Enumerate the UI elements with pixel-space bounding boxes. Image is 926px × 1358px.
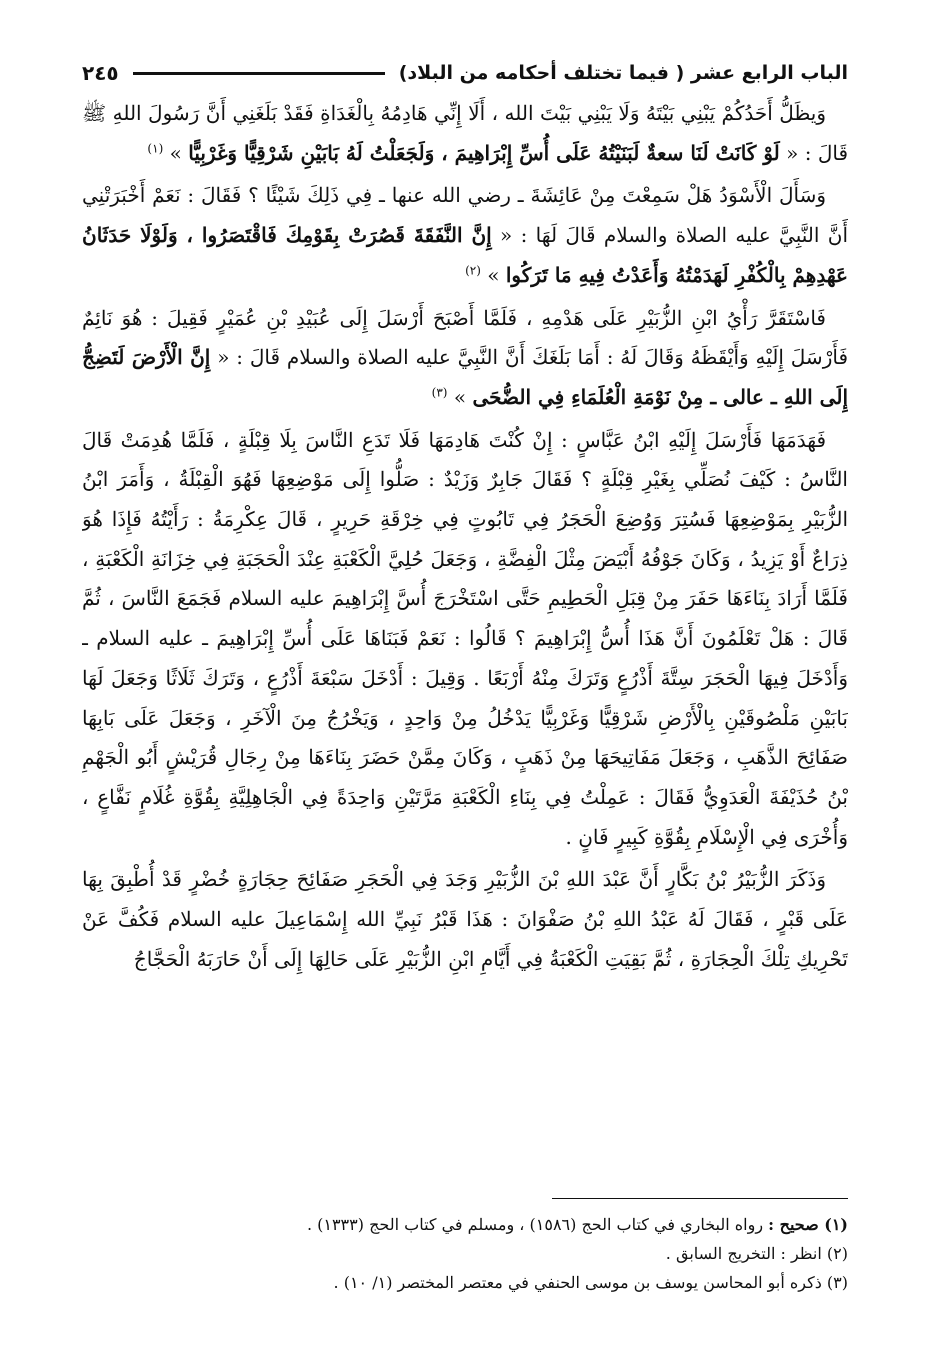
main-text: [82, 94, 848, 1184]
paragraph-1-text: وَيظَلُّ أَحَدُكُمْ يَبْنِي بَيْتَهُ وَلَا يَبْنِي بَيْتَ الله ، أَلَا إِنِّي هَادِمُهُ بِالْغَدَاةِ فَقَدْ بَلَغَنِي أَنَّ رَسُولَ اللهِ ﷺ قَالَ : «: [82, 101, 848, 165]
footnote-1-label: (١) صحيح :: [768, 1215, 848, 1234]
header-rule: [133, 72, 385, 75]
footnote-ref-2: (٢): [465, 263, 481, 278]
paragraph-4: فَهَدَمَهَا فَأَرْسَلَ إِلَيْهِ ابْنُ عَبَّاسٍ : إِنْ كُنْتَ هَادِمَهَا فَلَا تَدَعِ النَّاسَ بِلَا قِبْلَةٍ ، فَلَمَّا هُدِمَتْ قَالَ النَّاسُ : كَيْفَ نُصَلِّي بِغَيْرِ قِبْلَةٍ ؟ فَقَالَ جَابِرٌ وَزَيْدٌ : صَلُّوا إِلَى مَوْضِعِهَا فَهُوَ الْقِبْلَةُ ، وَأَمَرَ ابْنُ الزُّبَيْرِ بِمَوْضِعِهَا فَسُتِرَ وَوُضِعَ الْحَجَرُ فِي تَابُوتٍ فِي خِرْقَةِ حَرِيرٍ ، قَالَ عِكْرِمَةُ : رَأَيْتُهُ فَإِذَا هُوَ ذِرَاعٌ أَوْ يَزِيدُ ، وَكَانَ جَوْفُهُ أَبْيَضَ مِثْلَ الْفِضَّةِ ، وَجَعَلَ حُلِيَّ الْكَعْبَةِ عِنْدَ الْحَجَبَةِ فِي خِزَانَةِ الْكَعْبَةِ ، فَلَمَّا أَرَادَ بِنَاءَهَا حَفَرَ مِنْ قِبَلِ الْحَطِيمِ حَتَّى اسْتَخْرَجَ أُسَّ إِبْرَاهِيمَ عليه السلام فَجَمَعَ النَّاسَ ، ثُمَّ قَالَ : هَلْ تَعْلَمُونَ أَنَّ هَذَا أُسُّ إِبْرَاهِيمَ ؟ قَالُوا : نَعَمْ فَبَنَاهَا عَلَى أُسِّ إِبْرَاهِيمَ ـ عليه السلام ـ وَأَدْخَلَ فِيهَا الْحَجَرَ سِتَّةَ أَذْرُعٍ وَتَرَكَ مِنْهُ أَرْبَعًا . وَقِيلَ : أَدْخَلَ سَبْعَةَ أَذْرُعٍ ، وَتَرَكَ ثَلَاثًا وَجَعَلَ لَهَا بَابَيْنِ مَلْصُوقَيْنِ بِالْأَرْضِ شَرْقِيًّا وَغَرْبِيًّا يَدْخُلُ مِنْ وَاحِدٍ ، وَيَخْرُجُ مِنَ الْآخَرِ ، وَجَعَلَ عَلَى بَابِهَا صَفَائِحَ الذَّهَبِ ، وَجَعَلَ مَفَاتِيحَهَا مِنْ ذَهَبٍ ، وَكَانَ مِمَّنْ حَضَرَ بِنَاءَهَا مِنْ رِجَالِ قُرَيْشٍ أَبُو الْجَهْمِ بْنُ حُذَيْفَةَ الْعَدَوِيُّ فَقَالَ : عَمِلْتُ فِي بِنَاءِ الْكَعْبَةِ مَرَّتَيْنِ وَاحِدَةً فِي الْجَاهِلِيَّةِ بِقُوَّةِ غُلَامٍ نَفَّاعٍ ، وَأُخْرَى فِي الْإِسْلَامِ بِقُوَّةِ كَبِيرٍ فَانٍ .: [82, 427, 848, 849]
footnote-ref-1: (١): [147, 141, 164, 156]
paragraph-2-text: وَسَأَلَ الْأَسْوَدُ هَلْ سَمِعْتَ مِنْ عَائِشَةَ ـ رضي الله عنها ـ فِي ذَلِكَ شَيْئًا ؟ فَقَالَ : نَعَمْ أَخْبَرَتْنِي أَنَّ النَّبِيَّ عليه الصلاة والسلام قَالَ لَهَا : «: [82, 183, 848, 248]
footnotes: [82, 1210, 848, 1297]
footnote-2: (٢) انظر : التخريج السابق .: [665, 1244, 848, 1263]
footnote-3: (٣) ذكره أبو المحاسن يوسف بن موسى الحنفي في معتصر المختصر (١/ ١٠) .: [333, 1273, 848, 1292]
paragraph-3-text: فَاسْتَقَرَّ رَأْيُ ابْنِ الزُّبَيْرِ عَلَى هَدْمِهِ ، فَلَمَّا أَصْبَحَ أَرْسَلَ إِلَى عُبَيْدِ بْنِ عُمَيْرٍ فَقِيلَ : هُوَ نَائِمٌ فَأَرْسَلَ إِلَيْهِ وَأَيْقَظَهُ وَقَالَ لَهُ : أَمَا بَلَغَكَ أَنَّ النَّبِيَّ عليه الصلاة والسلام قَالَ : «: [82, 305, 848, 370]
quote-close-2: »: [487, 262, 500, 287]
footnote-1-text: رواه البخاري في كتاب الحج (١٥٨٦) ، ومسلم في كتاب الحج (١٣٣٣) .: [306, 1215, 764, 1234]
paragraph-5: وَذَكَرَ الزُّبَيْرُ بْنُ بَكَّارٍ أَنَّ عَبْدَ اللهِ بْنَ الزُّبَيْرِ وَجَدَ فِي الْحَجَرِ صَفَائِحَ حِجَارَةٍ خُضْرٍ قَدْ أُطْبِقَ بِهَا عَلَى قَبْرٍ ، فَقَالَ لَهُ عَبْدُ اللهِ بْنُ صَفْوَانَ : هَذَا قَبْرُ نَبِيِّ الله إِسْمَاعِيلَ عليه السلام فَكُفَّ عَنْ تَحْرِيكِ تِلْكَ الْحِجَارَةِ ، ثُمَّ بَقِيَتِ الْكَعْبَةُ فِي أَيَّامِ ابْنِ الزُّبَيْرِ عَلَى حَالِهَا إِلَى أَنْ حَارَبَهُ الْحَجَّاجُ: [82, 867, 848, 971]
chapter-title: الباب الرابع عشر ( فيما تختلف أحكامه من البلاد): [398, 62, 848, 84]
quote-close-3: »: [453, 384, 467, 409]
hadith-quote-2: إِنَّ النَّفَقَةَ قَصُرَتْ بِقَوْمِكَ فَاقْتَصَرُوا ، وَلَوْلَا حَدَثَانُ عَهْدِهِمْ بِالْكُفْرِ لَهَدَمْتُهُ وَأَعَدْتُ فِيهِ مَا تَرَكُوا: [82, 223, 848, 287]
footnote-separator: [552, 1198, 848, 1199]
footnote-1: [82, 1210, 848, 1239]
paragraph-1: [82, 94, 848, 173]
hadith-quote-3: إِنَّ الْأَرْضَ لَتَضِجُّ إِلَى اللهِ ـ عالى ـ مِنْ نَوْمَةِ الْعُلَمَاءِ فِي الضُّحَى: [82, 345, 848, 409]
hadith-quote-1: لَوْ كَانَتْ لَنَا سعةٌ لَبَنَيْتُهُ عَلَى أُسِّ إِبْرَاهِيمَ ، وَلَجَعَلْتُ لَهُ بَابَيْنِ شَرْقِيًّا وَغَرْبِيًّا: [188, 140, 780, 165]
footnote-ref-3: (٣): [431, 385, 448, 400]
page-number: ٢٤٥: [82, 61, 119, 85]
paragraph-2: [82, 176, 848, 295]
quote-close-1: »: [169, 140, 182, 165]
paragraph-3: [82, 299, 848, 418]
running-header: [82, 56, 848, 90]
